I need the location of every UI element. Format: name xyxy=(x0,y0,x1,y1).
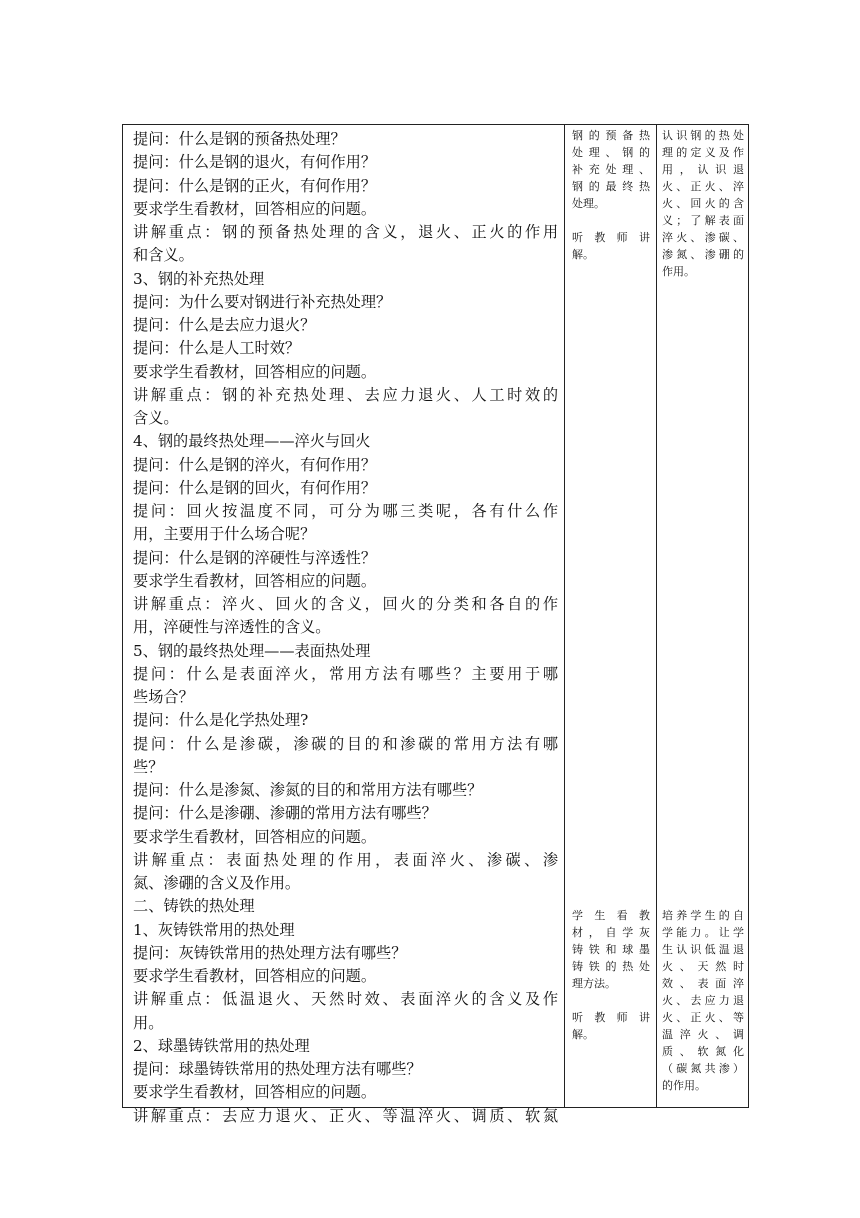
content-line: 要求学生看教材，回答相应的问题。 xyxy=(133,1083,376,1102)
note-line: 淬火、渗碳、 xyxy=(662,231,744,244)
note-line: 火、去应力退 xyxy=(662,994,744,1007)
content-line: 提问：回火按温度不同，可分为哪三类呢，各有什么作 xyxy=(133,502,558,520)
note-line: 钢的预备热 xyxy=(572,129,650,142)
content-line: 5、钢的最终热处理——表面热处理 xyxy=(133,641,371,660)
content-line: 讲解重点：钢的预备热处理的含义，退火、正火的作用 xyxy=(133,223,558,241)
note-line: 学生看教 xyxy=(572,909,650,922)
content-line: 1、灰铸铁常用的热处理 xyxy=(133,920,295,939)
note-line: 补充处理、 xyxy=(572,163,650,176)
note-line: 效、表面淬 xyxy=(662,977,744,990)
note-line: 用，认识退 xyxy=(662,163,744,176)
content-line: 二、铸铁的热处理 xyxy=(133,897,255,916)
note-line: 理方法。 xyxy=(572,977,616,990)
content-line: 提问：什么是钢的退火，有何作用？ xyxy=(133,153,376,172)
note-line: 解。 xyxy=(572,1028,594,1041)
note-line: 材，自学灰 xyxy=(572,926,650,939)
content-line: 4、钢的最终热处理——淬火与回火 xyxy=(133,432,371,451)
content-line: 含义。 xyxy=(133,409,179,427)
content-line: 提问：什么是渗氮、渗氮的目的和常用方法有哪些？ xyxy=(133,781,483,799)
content-line: 要求学生看教材，回答相应的问题。 xyxy=(133,199,376,218)
content-line: 些？ xyxy=(133,757,164,776)
content-line: 提问：什么是渗碳，渗碳的目的和渗碳的常用方法有哪 xyxy=(133,734,558,753)
note-line: 质、软氮化 xyxy=(662,1045,744,1058)
note-line: 培养学生的自 xyxy=(662,909,744,922)
content-line: 提问：为什么要对钢进行补充热处理？ xyxy=(133,292,392,311)
note-line: 听教师讲 xyxy=(572,1011,650,1024)
content-line: 讲解重点：钢的补充热处理、去应力退火、人工时效的 xyxy=(133,385,558,404)
student-activity-note-steel xyxy=(572,127,650,263)
content-line: 些场合？ xyxy=(133,688,194,706)
content-line: 讲解重点：低温退火、天然时效、表面淬火的含义及作 xyxy=(133,990,558,1009)
content-line: 要求学生看教材，回答相应的问题。 xyxy=(133,967,376,985)
content-line: 提问：什么是人工时效？ xyxy=(133,339,301,358)
content-line: 提问：什么是去应力退火？ xyxy=(133,316,316,334)
content-line: 提问：什么是钢的淬火，有何作用？ xyxy=(133,455,376,474)
content-line: 要求学生看教材，回答相应的问题。 xyxy=(133,827,376,846)
note-line: 处理。 xyxy=(572,197,605,210)
content-line: 提问：什么是钢的正火，有何作用？ xyxy=(133,176,376,195)
content-line: 提问：什么是钢的回火，有何作用？ xyxy=(133,478,376,497)
teaching-content-column xyxy=(123,125,565,1125)
content-line: 提问：什么是表面淬火，常用方法有哪些？主要用于哪 xyxy=(133,664,558,683)
note-line: 生认识低温退 xyxy=(662,943,744,956)
note-line: 听教师讲 xyxy=(572,231,650,244)
content-line: 用，淬硬性与淬透性的含义。 xyxy=(133,618,331,637)
design-intent-column xyxy=(657,125,748,1107)
content-line: 要求学生看教材，回答相应的问题。 xyxy=(133,362,376,381)
note-line: 温淬火、调 xyxy=(662,1028,744,1041)
note-line: 火、正火、等 xyxy=(662,1011,744,1024)
note-line: 铸铁和球墨 xyxy=(572,943,650,956)
content-line: 用，主要用于什么场合呢？ xyxy=(133,525,316,544)
note-line: 的作用。 xyxy=(662,1079,706,1092)
content-line: 提问：灰铸铁常用的热处理方法有哪些？ xyxy=(133,943,407,962)
content-line: 氮、渗硼的含义及作用。 xyxy=(133,874,301,892)
content-line: 提问：什么是钢的预备热处理？ xyxy=(133,130,346,148)
note-line: 钢的最终热 xyxy=(572,180,650,193)
student-activity-note-cast-iron xyxy=(572,907,650,1043)
design-intent-note-cast-iron xyxy=(662,907,744,1094)
note-line: 学能力。让学 xyxy=(662,926,744,939)
content-line: 用。 xyxy=(133,1013,164,1032)
content-line: 讲解重点：表面热处理的作用，表面淬火、渗碳、渗 xyxy=(133,850,558,869)
note-line: 理的定义及作 xyxy=(662,146,744,159)
content-line: 讲解重点：淬火、回火的含义，回火的分类和各自的作 xyxy=(133,595,558,613)
content-line: 和含义。 xyxy=(133,246,194,265)
note-line: （碳氮共渗） xyxy=(662,1062,744,1075)
lesson-plan-table xyxy=(122,124,749,1125)
note-spacer xyxy=(572,992,650,1009)
content-line: 3、钢的补充热处理 xyxy=(133,269,265,288)
note-line: 作用。 xyxy=(662,265,695,278)
content-line: 提问：什么是钢的淬硬性与淬透性？ xyxy=(133,548,376,567)
student-activity-column xyxy=(565,125,657,1107)
note-line: 认识钢的热处 xyxy=(662,129,744,142)
content-line: 讲解重点：去应力退火、正火、等温淬火、调质、软氮 xyxy=(133,1106,558,1125)
design-intent-note-steel xyxy=(662,127,744,280)
note-spacer xyxy=(572,212,650,229)
note-line: 铸铁的热处 xyxy=(572,960,650,973)
note-line: 处理、钢的 xyxy=(572,146,650,159)
note-line: 渗氮、渗硼的 xyxy=(662,248,744,261)
content-line: 提问：什么是渗硼、渗硼的常用方法有哪些？ xyxy=(133,804,437,823)
content-line: 提问：什么是化学热处理? xyxy=(133,711,309,730)
note-line: 火、天然时 xyxy=(662,960,744,973)
content-line: 提问：球墨铸铁常用的热处理方法有哪些？ xyxy=(133,1060,422,1078)
note-line: 解。 xyxy=(572,248,594,261)
teaching-content-text xyxy=(133,128,558,1128)
note-line: 义；了解表面 xyxy=(662,214,744,227)
content-line: 2、球墨铸铁常用的热处理 xyxy=(133,1036,310,1055)
content-line: 要求学生看教材，回答相应的问题。 xyxy=(133,571,376,590)
note-line: 火、正火、淬 xyxy=(662,180,744,193)
note-line: 火、回火的含 xyxy=(662,197,744,210)
